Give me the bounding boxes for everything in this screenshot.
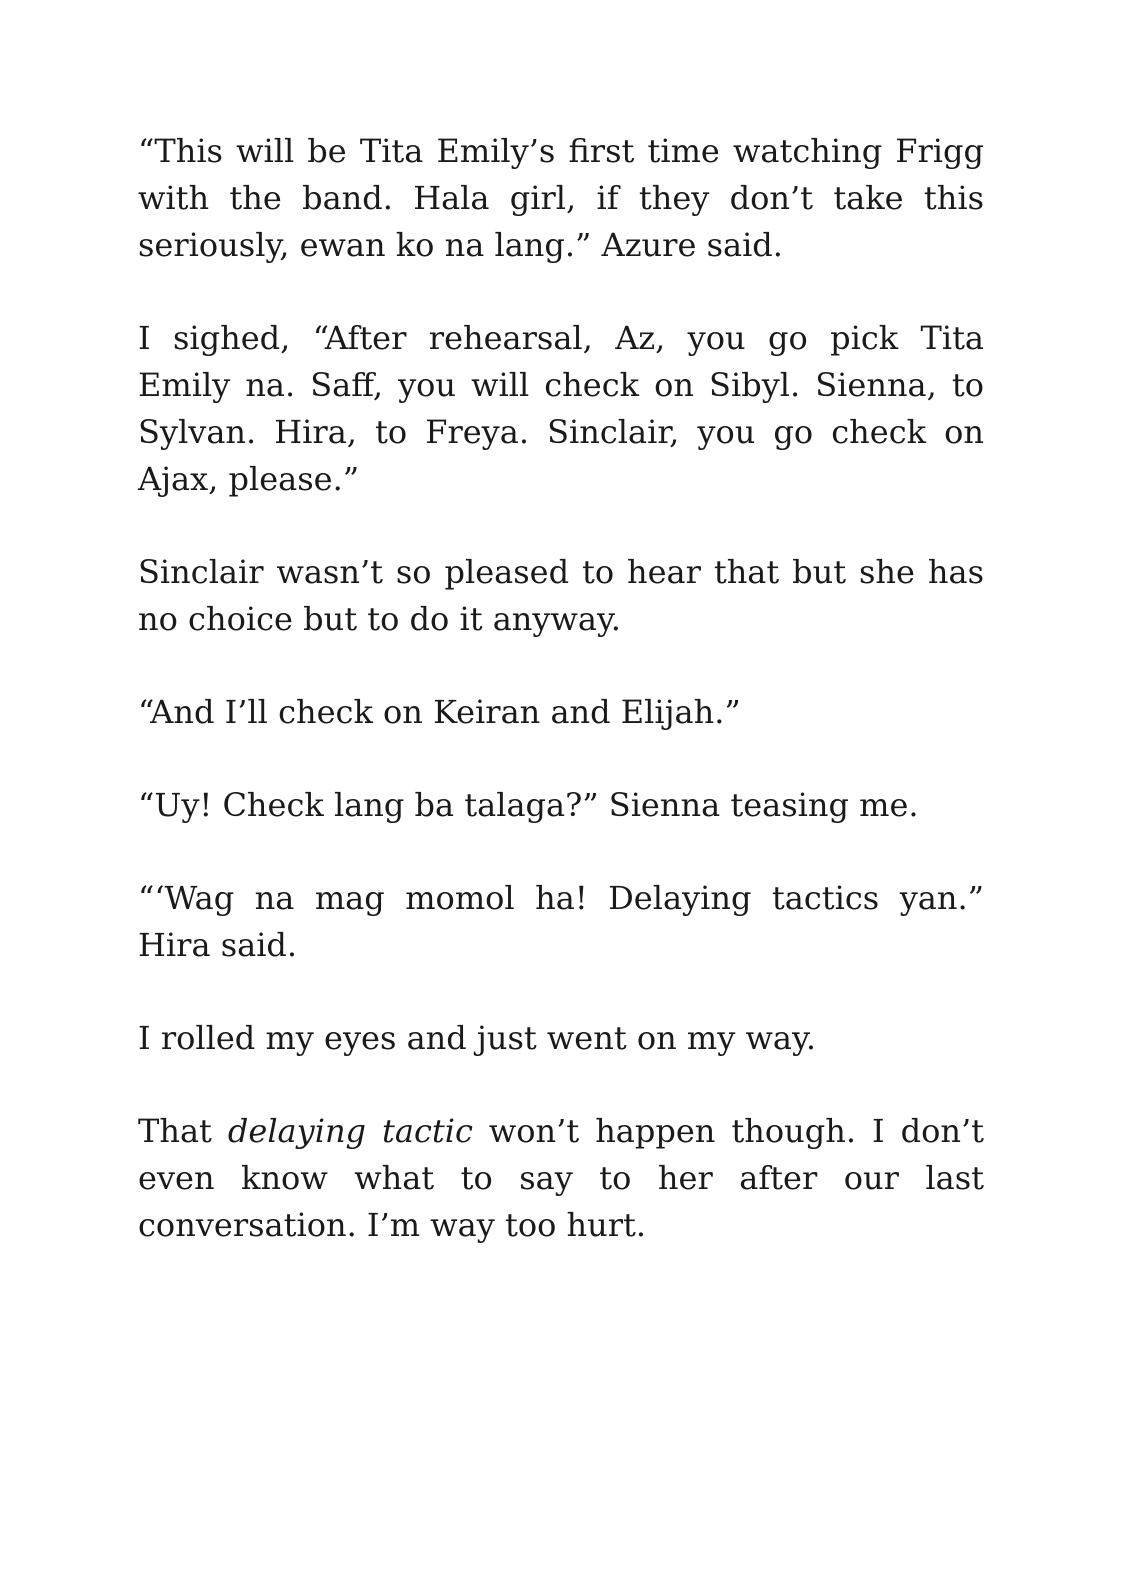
paragraph-1: “This will be Tita Emily’s first time watching Frigg with the band. Hala girl, if they don’t take this seriously, ewan ko na lang.” Azure said. <box>138 132 984 264</box>
paragraph-5: “Uy! Check lang ba talaga?” Sienna teasing me. <box>138 786 919 824</box>
paragraph-8-after: won’t happen though. I don’t even know what to say to her after our last conversation. I’m way too hurt. <box>138 1112 985 1244</box>
paragraph-6: “‘Wag na mag momol ha! Delaying tactics yan.” Hira said. <box>138 879 984 964</box>
paragraph-8-emphasis: delaying tactic <box>227 1112 473 1150</box>
paragraph-2: I sighed, “After rehearsal, Az, you go pick Tita Emily na. Saff, you will check on Sibyl. Sienna, to Sylvan. Hira, to Freya. Sinclair, you go check on Ajax, please.” <box>138 319 984 498</box>
body-text <box>138 128 984 1249</box>
paragraph-4: “And I’ll check on Keiran and Elijah.” <box>138 693 741 731</box>
paragraph-8 <box>138 1108 984 1249</box>
paragraph-3: Sinclair wasn’t so pleased to hear that but she has no choice but to do it anyway. <box>138 553 984 638</box>
paragraph-7: I rolled my eyes and just went on my way. <box>138 1019 816 1057</box>
paragraph-8-before: That <box>138 1112 228 1150</box>
